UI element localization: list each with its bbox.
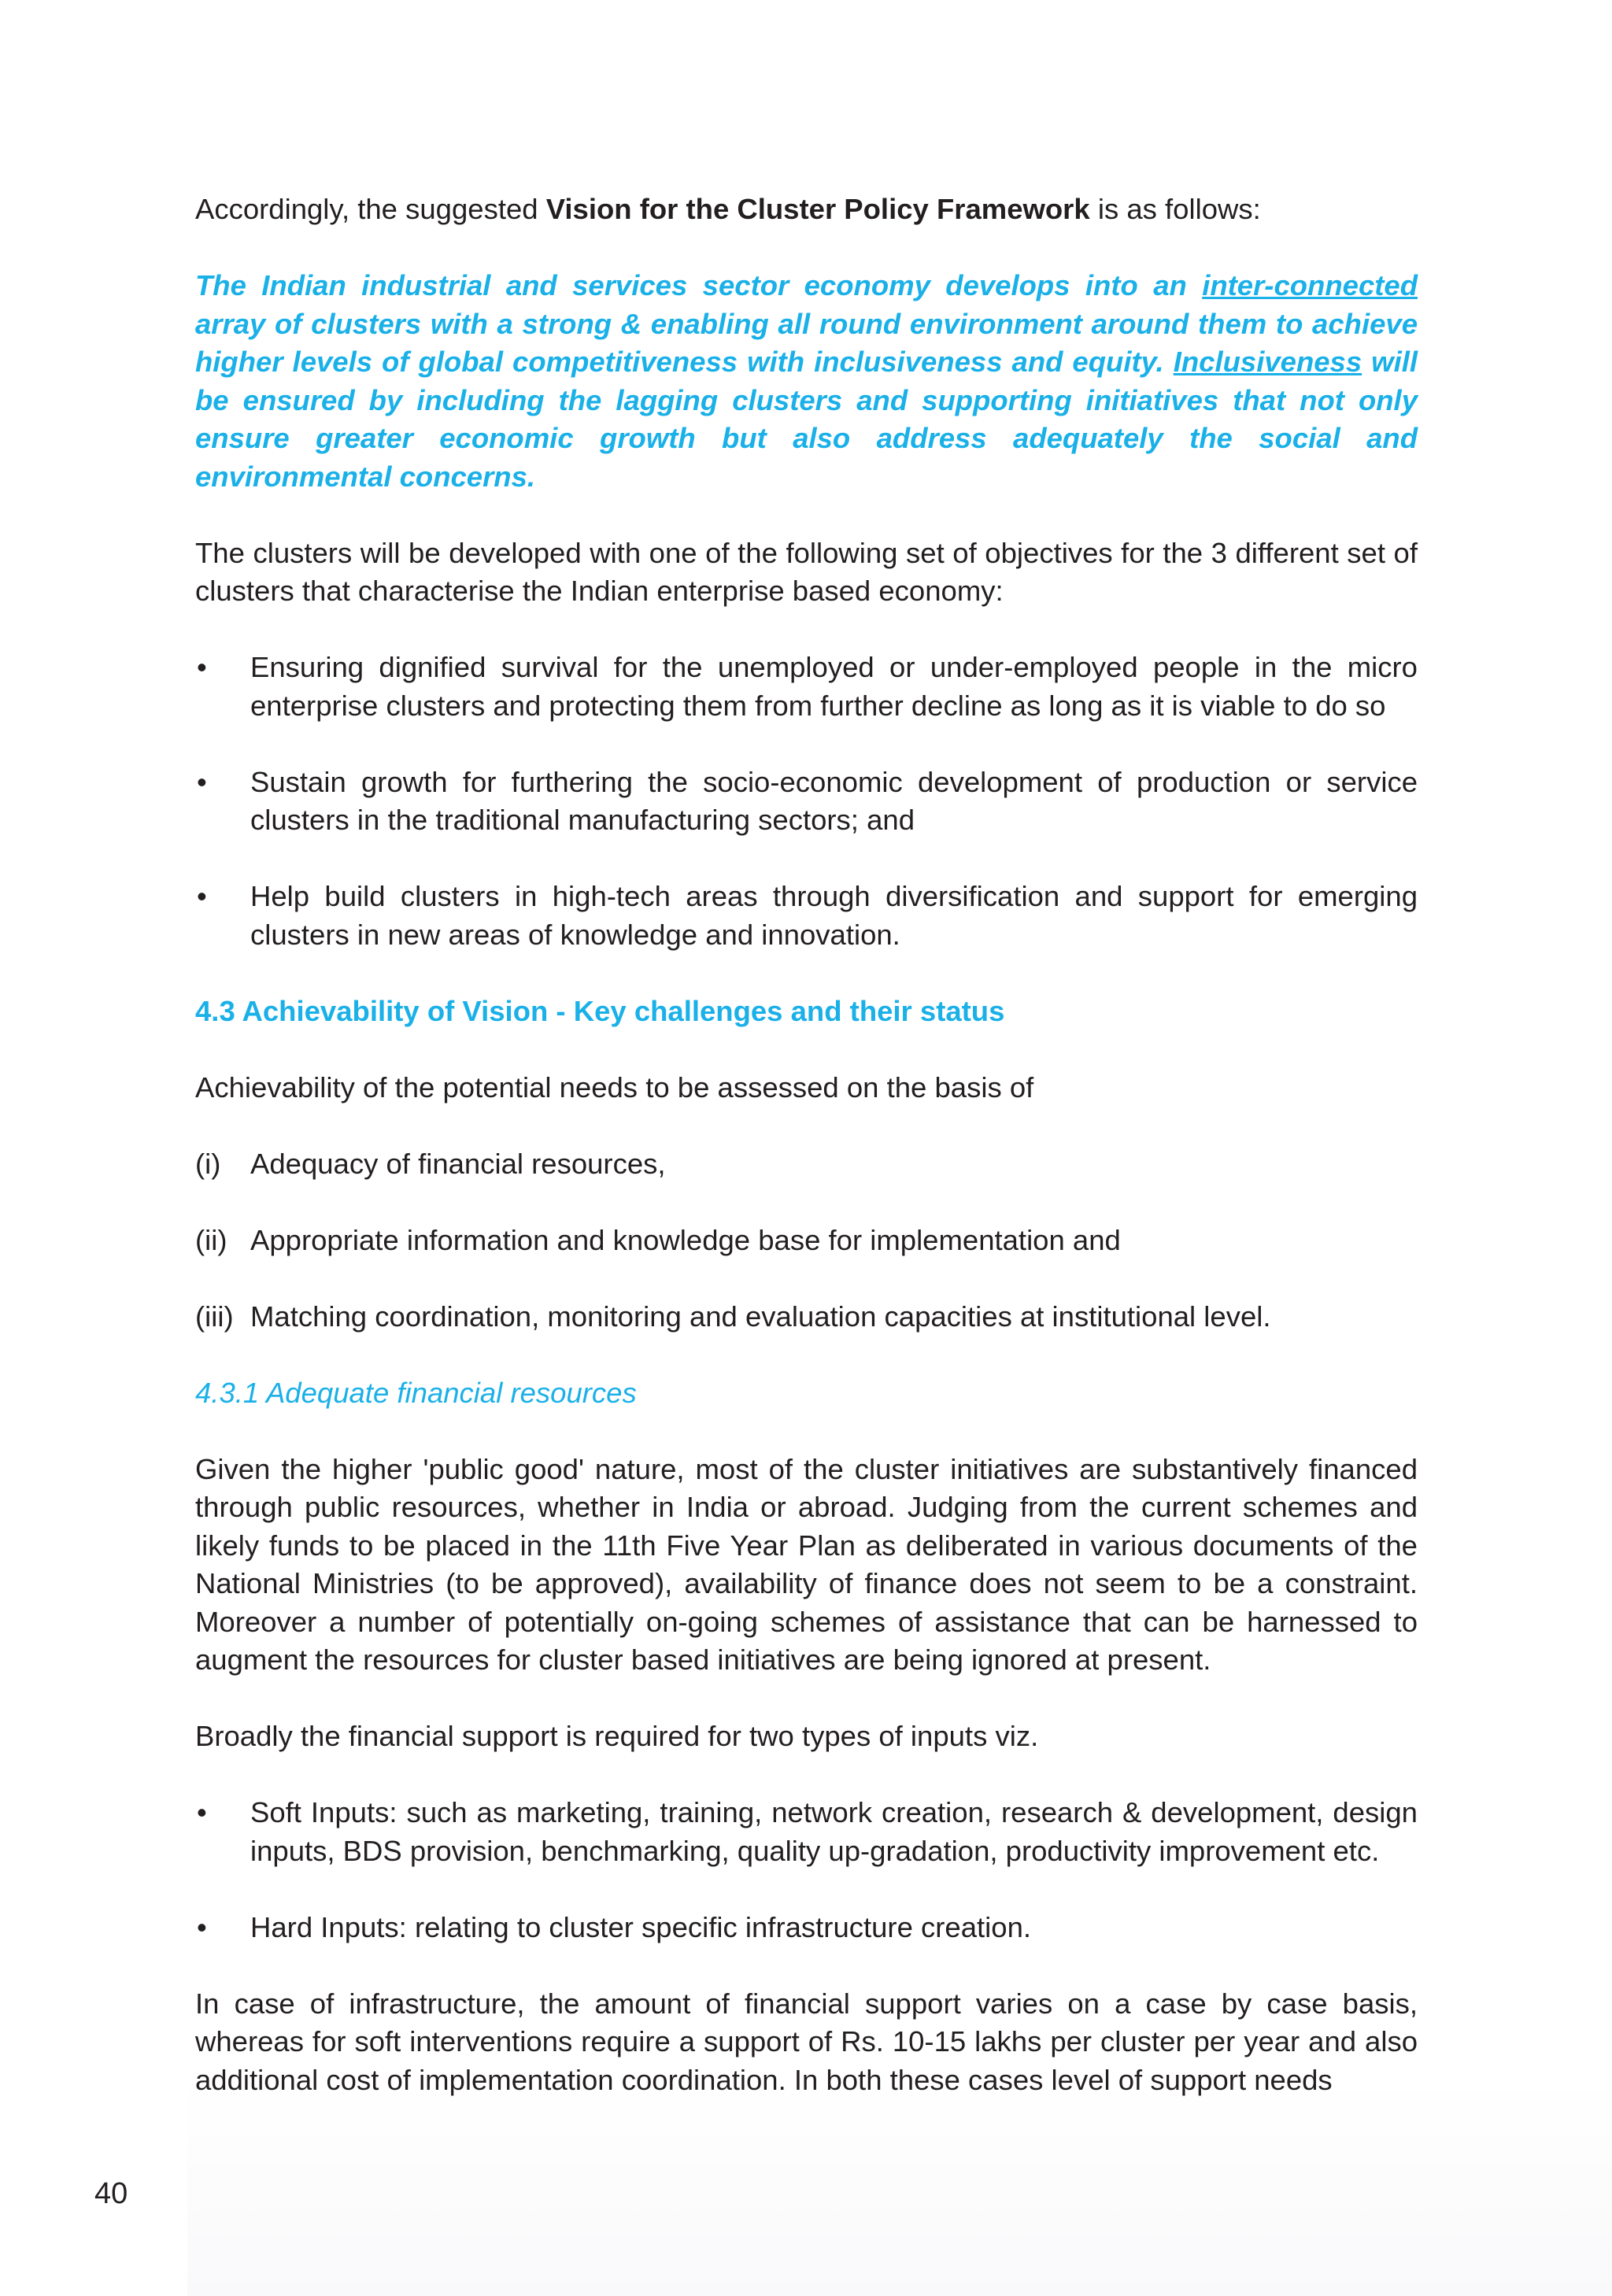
page-shade (187, 2078, 1612, 2296)
criteria-item (195, 1298, 1418, 1337)
list-item (195, 1794, 1418, 1870)
criteria-text: Matching coordination, monitoring and evaluation capacities at institutional level. (250, 1300, 1271, 1333)
finance-paragraph: Given the higher 'public good' nature, most of the cluster initiatives are substantively financed through public resources, whether in India or abroad. Judging from the current schemes and likely funds to be placed in the 11th Five Year Plan as deliberated in various documents of the National Ministries (to be approved), availability of finance does not seem to be a constraint. Moreover a number of potentially on-going schemes of assistance that can be harnessed to augment the resources for cluster based initiatives are being ignored at present. (195, 1452, 1418, 1676)
list-item-text: Help build clusters in high-tech areas through diversification and support for emerging clusters in new areas of knowledge and innovation. (250, 880, 1418, 951)
criteria-number: (ii) (195, 1223, 227, 1256)
objectives-intro: The clusters will be developed with one of the following set of objectives for the 3 different set of clusters that characterise the Indian enterprise based economy: (195, 536, 1418, 607)
page-number: 40 (94, 2177, 128, 2210)
bullet-icon: • (197, 1796, 207, 1828)
criteria-item (195, 1222, 1418, 1260)
criteria-number: (i) (195, 1147, 221, 1180)
bullet-icon: • (197, 765, 207, 798)
inter-connected-term: inter-connected (1202, 269, 1418, 301)
intro-paragraph: Accordingly, the suggested Vision for the Cluster Policy Framework is as follows: (195, 193, 1261, 225)
closing-paragraph: In case of infrastructure, the amount of financial support varies on a case by case basis, whereas for soft interventions require a support of Rs. 10-15 lakhs per cluster per year and also additional cost of implementation coordination. In both these cases level of support needs (195, 1987, 1418, 2096)
subsection-heading: 4.3.1 Adequate financial resources (195, 1376, 637, 1409)
criteria-text: Appropriate information and knowledge base for implementation and (250, 1223, 1121, 1256)
list-item-text: Ensuring dignified survival for the unemployed or under-employed people in the micro enterprise clusters and protecting them from further decline as long as it is viable to do so (250, 651, 1418, 722)
criteria-text: Adequacy of financial resources, (250, 1147, 666, 1180)
list-item-text: Sustain growth for furthering the socio-economic development of production or service clusters in the traditional manufacturing sectors; and (250, 765, 1418, 836)
section-heading: 4.3 Achievability of Vision - Key challenges and their status (195, 994, 1005, 1027)
vision-title: Vision for the Cluster Policy Framework (545, 193, 1090, 225)
list-item (195, 763, 1418, 840)
list-item-text: Hard Inputs: relating to cluster specific infrastructure creation. (250, 1910, 1032, 1943)
criteria-item (195, 1145, 1418, 1184)
document-body (195, 190, 1418, 2099)
list-item (195, 649, 1418, 725)
criteria-number: (iii) (195, 1300, 234, 1333)
vision-statement: The Indian industrial and services sector economy develops into an inter-connected array of clusters with a strong & enabling all round environment around them to achieve higher levels of global competitiveness with inclusiveness and equity. Inclusiveness will be ensured by including the lagging clusters and supporting initiatives that not only ensure greater economic growth but also address adequately the social and environmental concerns. (195, 269, 1418, 493)
list-item (195, 1909, 1418, 1947)
bullet-icon: • (197, 880, 207, 912)
bullet-icon: • (197, 1910, 207, 1943)
list-item (195, 878, 1418, 954)
bullet-icon: • (197, 651, 207, 683)
achievability-intro: Achievability of the potential needs to be assessed on the basis of (195, 1070, 1034, 1104)
inclusiveness-term: Inclusiveness (1173, 346, 1362, 378)
list-item-text: Soft Inputs: such as marketing, training, network creation, research & development, design inputs, BDS provision, benchmarking, quality up-gradation, productivity improvement etc. (250, 1796, 1418, 1867)
inputs-intro: Broadly the financial support is required for two types of inputs viz. (195, 1720, 1039, 1752)
